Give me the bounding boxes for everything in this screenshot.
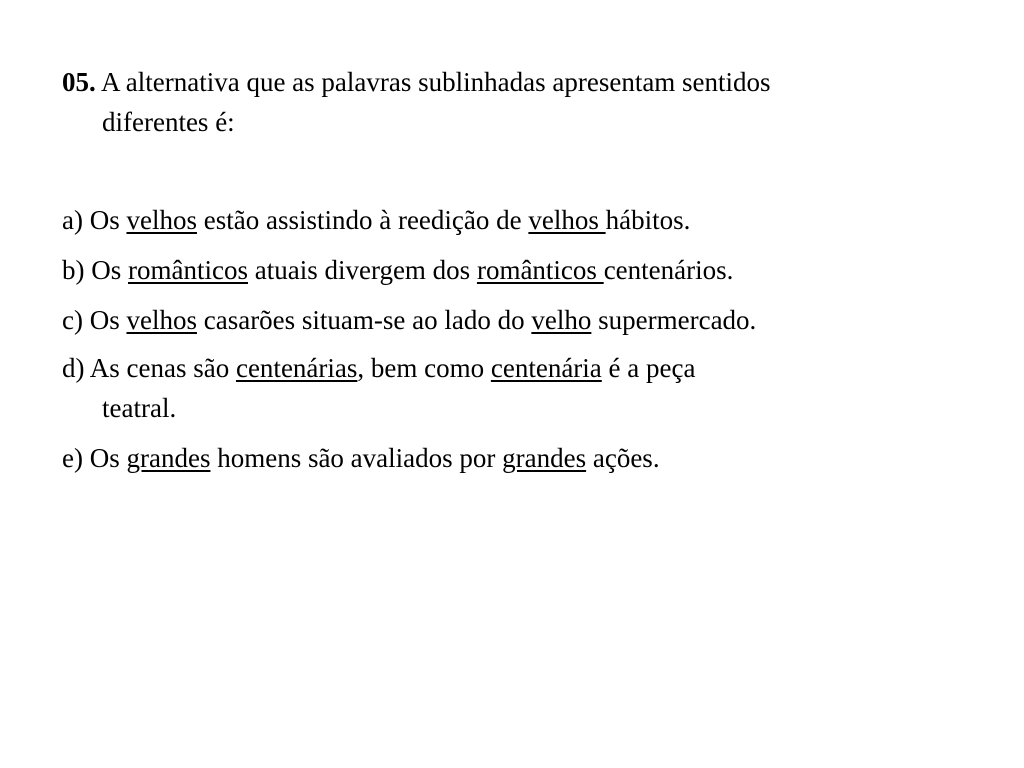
option-e <box>62 438 972 478</box>
option-b-text-3: centenários. <box>603 255 734 285</box>
option-e-text-2: homens são avaliados por <box>210 443 503 473</box>
option-b-text-2: atuais divergem dos <box>247 255 477 285</box>
option-a-text-3: hábitos. <box>605 205 691 235</box>
question-line-1 <box>62 67 771 97</box>
option-a-text-1: a) Os <box>62 205 127 235</box>
question-text <box>62 62 972 142</box>
option-a-underlined-1: velhos <box>126 205 197 235</box>
option-e-text-3: ações. <box>586 443 660 473</box>
option-d-line-2: teatral. <box>102 393 177 423</box>
option-b-underlined-2: românticos <box>476 255 604 285</box>
option-e-text-1: e) Os <box>62 443 127 473</box>
question-number: 05. <box>62 67 96 97</box>
option-d-underlined-1: centenárias <box>235 353 358 383</box>
question-prompt-1: A alternativa que as palavras sublinhadas apresentam sentidos <box>95 67 771 97</box>
option-a-text-2: estão assistindo à reedição de <box>196 205 529 235</box>
option-c-underlined-2: velho <box>531 305 592 335</box>
option-e-underlined-2: grandes <box>502 443 587 473</box>
option-d <box>62 348 972 428</box>
option-a <box>62 200 972 240</box>
option-c <box>62 300 972 340</box>
option-d-text-3: é a peça <box>601 353 696 383</box>
option-e-underlined-1: grandes <box>126 443 211 473</box>
option-b-underlined-1: românticos <box>128 255 248 285</box>
question-prompt-2: diferentes é: <box>102 107 235 137</box>
option-d-line-1 <box>62 353 695 383</box>
option-a-underlined-2: velhos <box>528 205 606 235</box>
option-c-text-3: supermercado. <box>591 305 757 335</box>
option-b-text-1: b) Os <box>62 255 128 285</box>
option-d-underlined-2: centenária <box>490 353 602 383</box>
option-c-text-1: c) Os <box>62 305 127 335</box>
option-c-underlined-1: velhos <box>126 305 197 335</box>
option-d-text-2: , bem como <box>357 353 491 383</box>
option-d-text-1: d) As cenas são <box>62 353 236 383</box>
option-c-text-2: casarões situam-se ao lado do <box>196 305 532 335</box>
option-b <box>62 250 972 290</box>
